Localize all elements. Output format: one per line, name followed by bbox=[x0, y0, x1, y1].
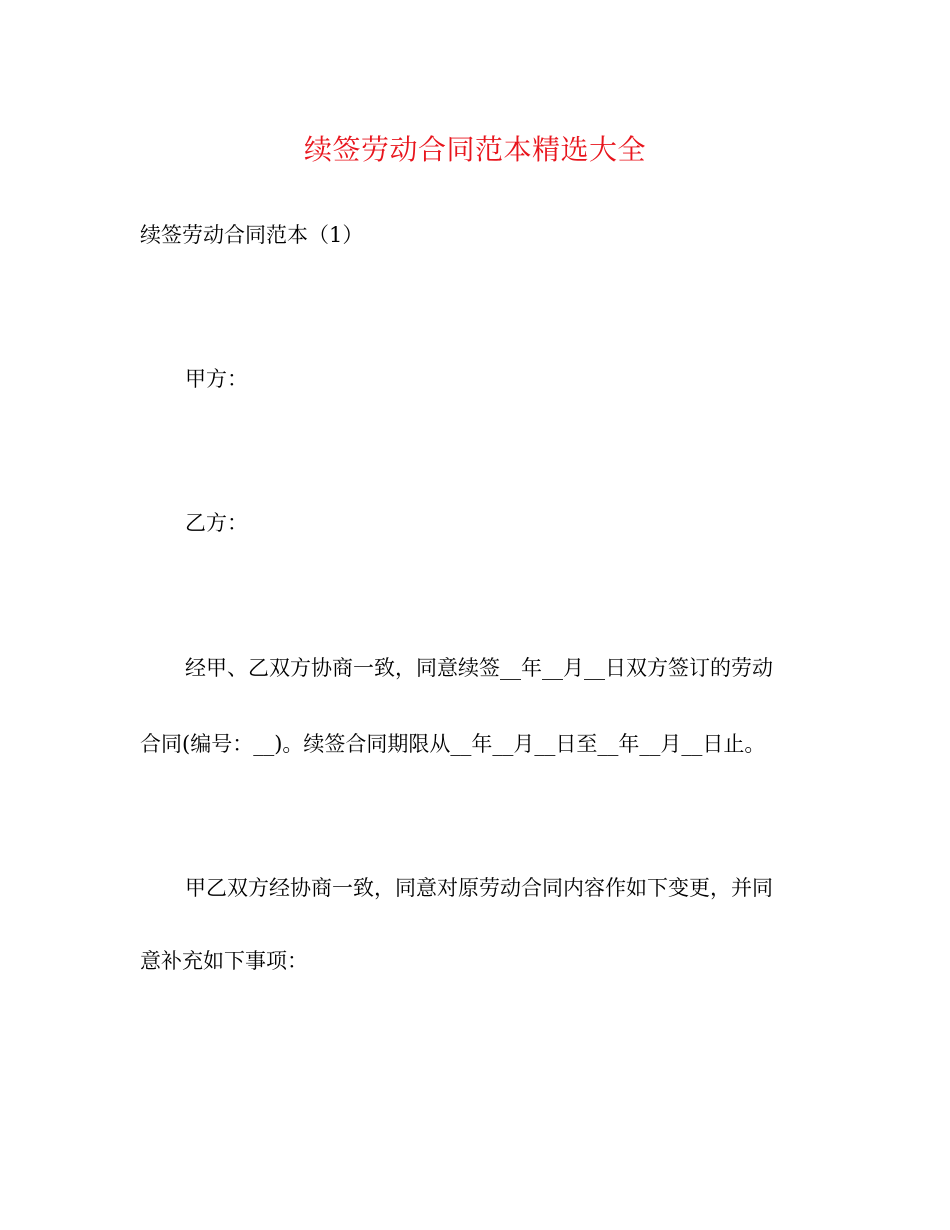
paragraph-2-line-2: 意补充如下事项： bbox=[140, 949, 308, 973]
paragraph-2-line-1: 甲乙双方经协商一致，同意对原劳动合同内容作如下变更，并同 bbox=[185, 876, 773, 900]
section-heading: 续签劳动合同范本（1） bbox=[140, 223, 364, 247]
party-b-label: 乙方： bbox=[185, 511, 248, 535]
paragraph-1-line-1: 经甲、乙双方协商一致，同意续签__年__月__日双方签订的劳动 bbox=[185, 656, 773, 680]
party-a-label: 甲方： bbox=[185, 367, 248, 391]
document-title: 续签劳动合同范本精选大全 bbox=[303, 133, 646, 166]
paragraph-1-line-2: 合同(编号：__)。续签合同期限从__年__月__日至__年__月__日止。 bbox=[140, 732, 766, 756]
